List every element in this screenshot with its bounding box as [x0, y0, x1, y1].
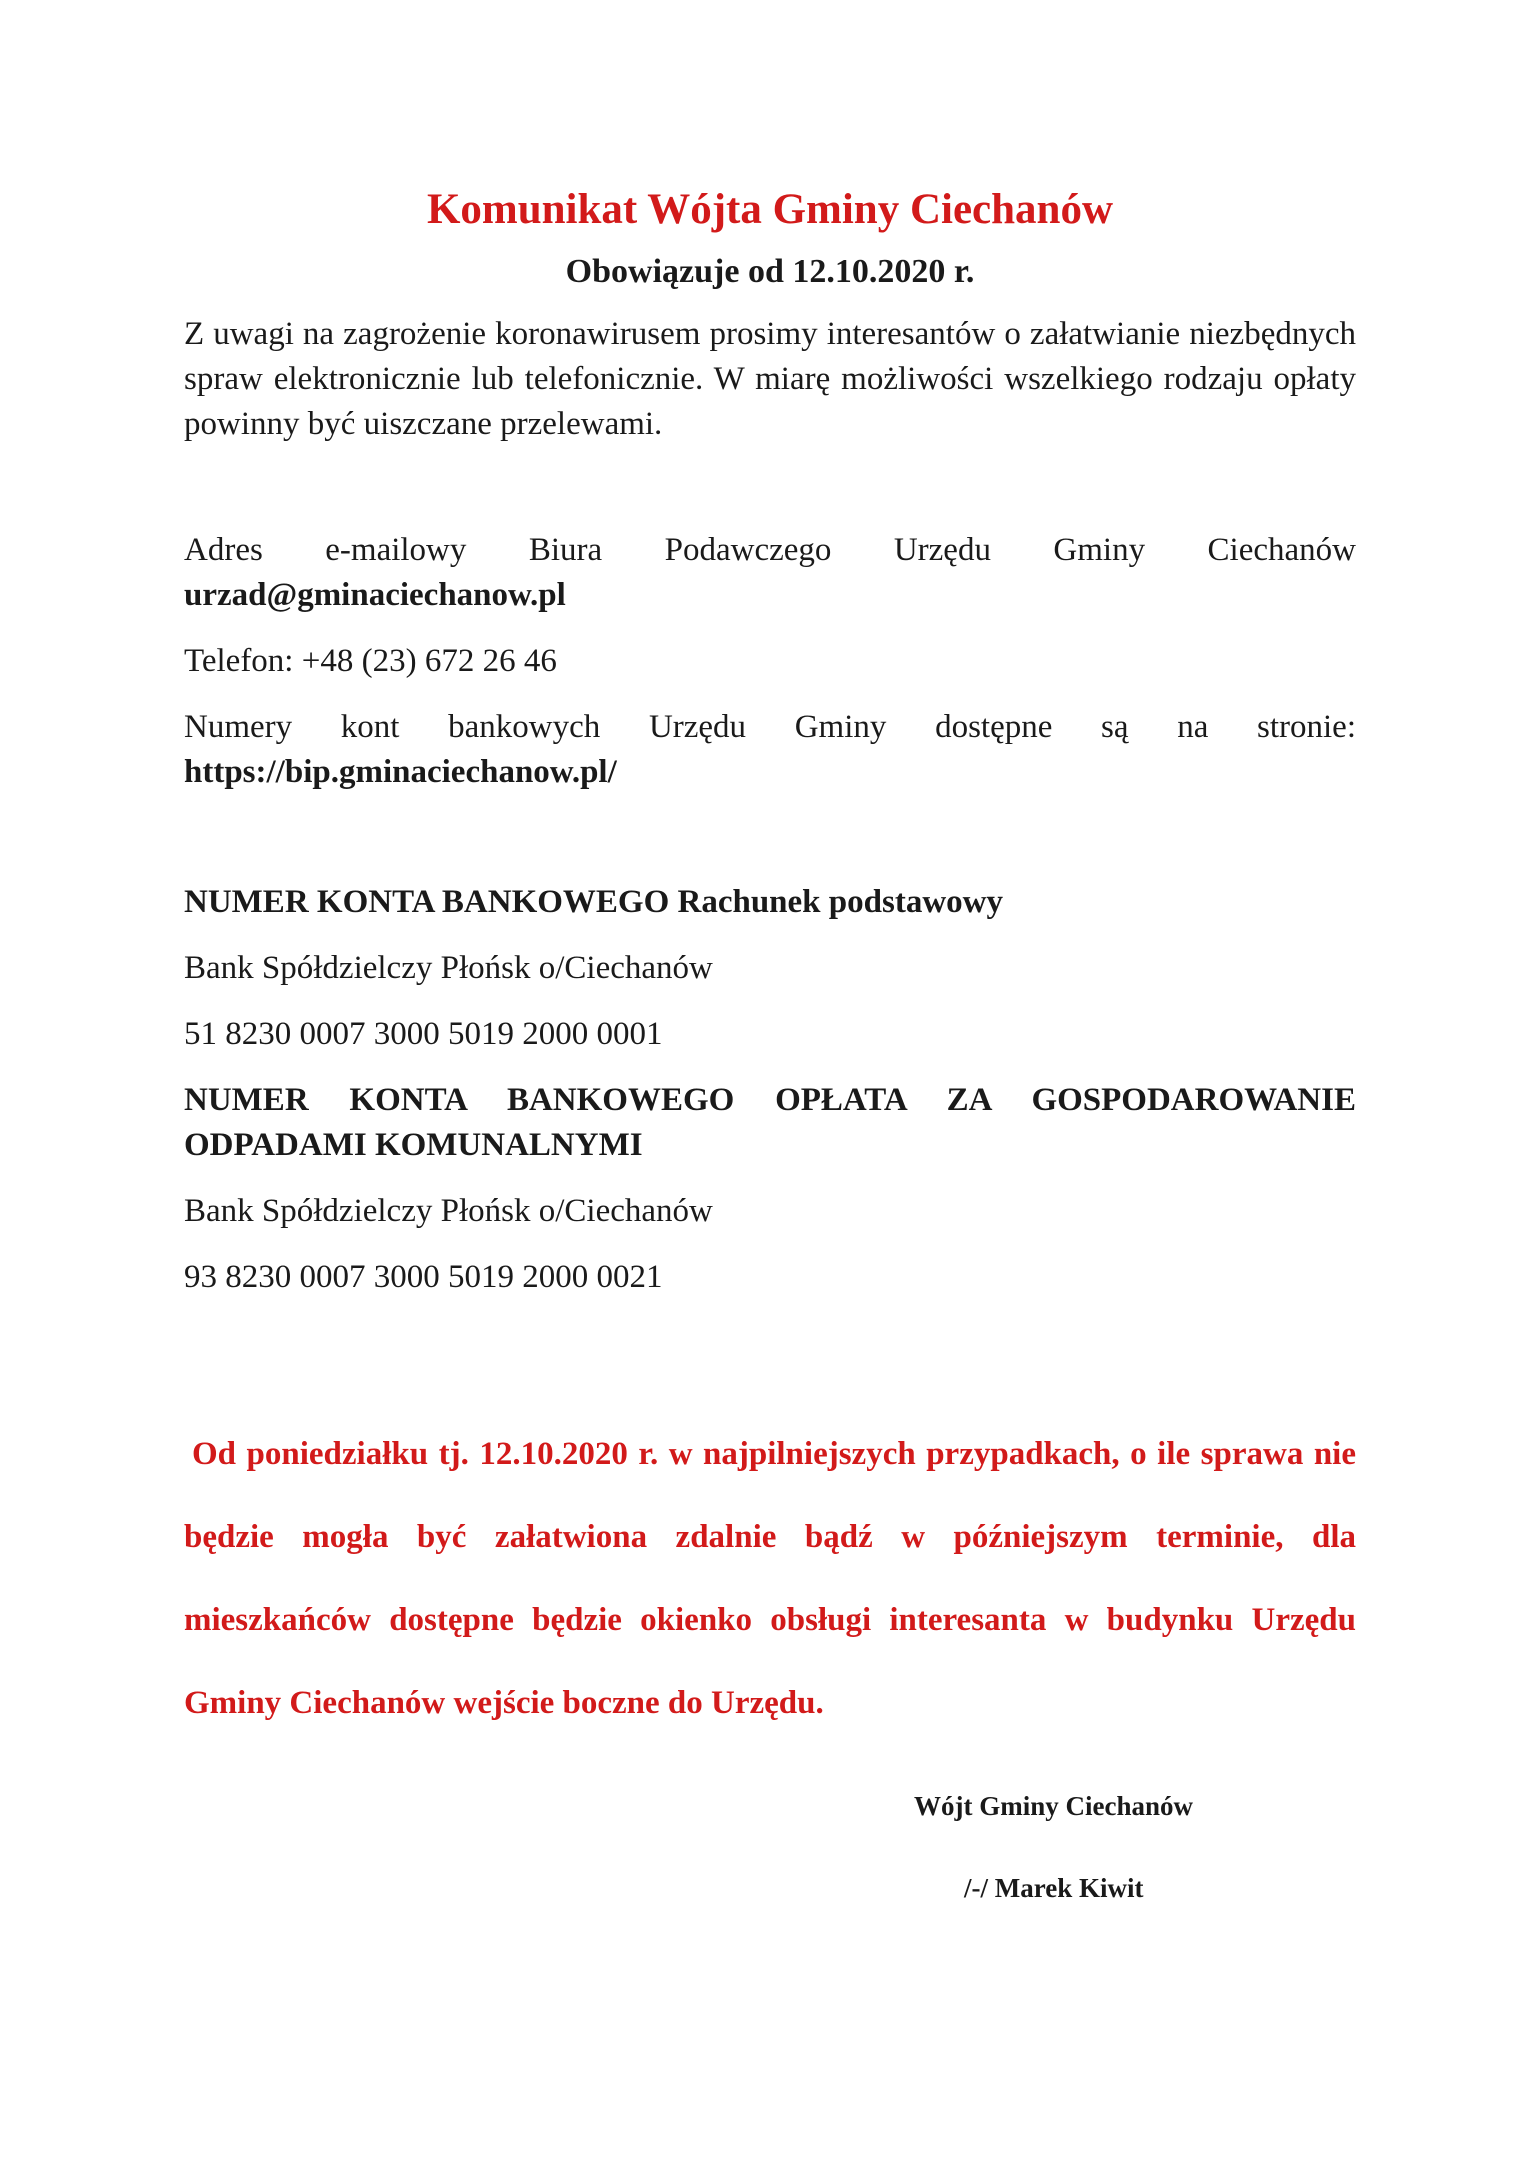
- account-2-bank: Bank Spółdzielczy Płońsk o/Ciechanów: [184, 1193, 713, 1229]
- account-2-heading-line-2: ODPADAMI KOMUNALNYMI: [184, 1127, 643, 1163]
- phone-number: Telefon: +48 (23) 672 26 46: [184, 643, 557, 679]
- office-notice: Od poniedziałku tj. 12.10.2020 r. w najpilniejszych przypadkach, o ile sprawa nie będzie mogła być załatwiona zdalnie bądź w późniejszym terminie, dla mieszkańców dostępne będzie okienko obsługi interesanta w budynku Urzędu Gminy Ciechanów wejście boczne do Urzędu.: [184, 1436, 1356, 1721]
- email-address: urzad@gminaciechanow.pl: [184, 577, 566, 613]
- account-1-heading: NUMER KONTA BANKOWEGO Rachunek podstawowy: [184, 884, 1003, 920]
- document-page: [184, 180, 1356, 1778]
- account-1-bank: Bank Spółdzielczy Płońsk o/Ciechanów: [184, 950, 713, 986]
- account-2-number: 93 8230 0007 3000 5019 2000 0021: [184, 1259, 663, 1295]
- email-label: Adres e-mailowy Biura Podawczego Urzędu Gminy Ciechanów: [184, 532, 1356, 568]
- accounts-info-text: Numery kont bankowych Urzędu Gminy dostępne są na stronie:: [184, 709, 1356, 745]
- intro-paragraph: Z uwagi na zagrożenie koronawirusem prosimy interesantów o załatwianie niezbędnych spraw elektronicznie lub telefonicznie. W miarę możliwości wszelkiego rodzaju opłaty powinny być uiszczane przelewami.: [184, 316, 1356, 442]
- valid-from-date: Obowiązuje od 12.10.2020 r.: [565, 253, 975, 290]
- accounts-url: https://bip.gminaciechanow.pl/: [184, 754, 617, 790]
- account-2-heading-line-1: NUMER KONTA BANKOWEGO OPŁATA ZA GOSPODAROWANIE: [184, 1082, 1356, 1118]
- account-1-number: 51 8230 0007 3000 5019 2000 0001: [184, 1016, 663, 1052]
- document-title: Komunikat Wójta Gminy Ciechanów: [426, 186, 1114, 233]
- signature-name: /-/ Marek Kiwit: [964, 1873, 1144, 1903]
- signature-title: Wójt Gminy Ciechanów: [914, 1791, 1193, 1821]
- account-2-heading: [184, 1078, 1356, 1168]
